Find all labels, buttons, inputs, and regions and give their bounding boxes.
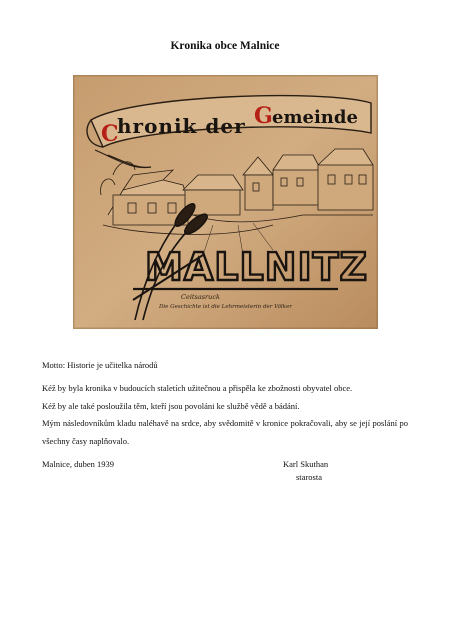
cover-subtitle-1: Ceitsasruck (181, 293, 220, 301)
body-text (42, 380, 408, 450)
cover-initial-g: G (254, 103, 273, 129)
cover-initial-c: C (101, 121, 119, 147)
cover-town-name: MALLNITZ (145, 245, 369, 289)
cover-subtitle-2: Die Geschichte ist die Lehrmeisterin der Völker (159, 304, 292, 310)
signature-role: starosta (296, 472, 322, 482)
cover-heading-gemeinde: emeinde (272, 107, 358, 128)
paragraph-3: Mým následovníkům kladu naléhavě na srdce, aby svědomitě v kronice pokračovali, aby se její poslání po všechny časy naplňovalo. (42, 418, 408, 446)
cover-heading-chronik: hronik der (117, 114, 246, 138)
motto-line: Motto: Historie je učitelka národů (42, 360, 158, 370)
chronicle-cover-image (73, 75, 378, 329)
paragraph-2: Kéž by ale také posloužila těm, kteří jsou povoláni ke službě vědě a bádání. (42, 400, 300, 411)
place-date: Malnice, duben 1939 (42, 459, 114, 469)
paragraph-1: Kéž by byla kronika v budoucích staletích užitečnou a přispěla ke zbožnosti obyvatel obce. (42, 383, 353, 393)
signature-name: Karl Skuthan (283, 459, 329, 469)
page-title: Kronika obce Malnice (170, 40, 280, 52)
